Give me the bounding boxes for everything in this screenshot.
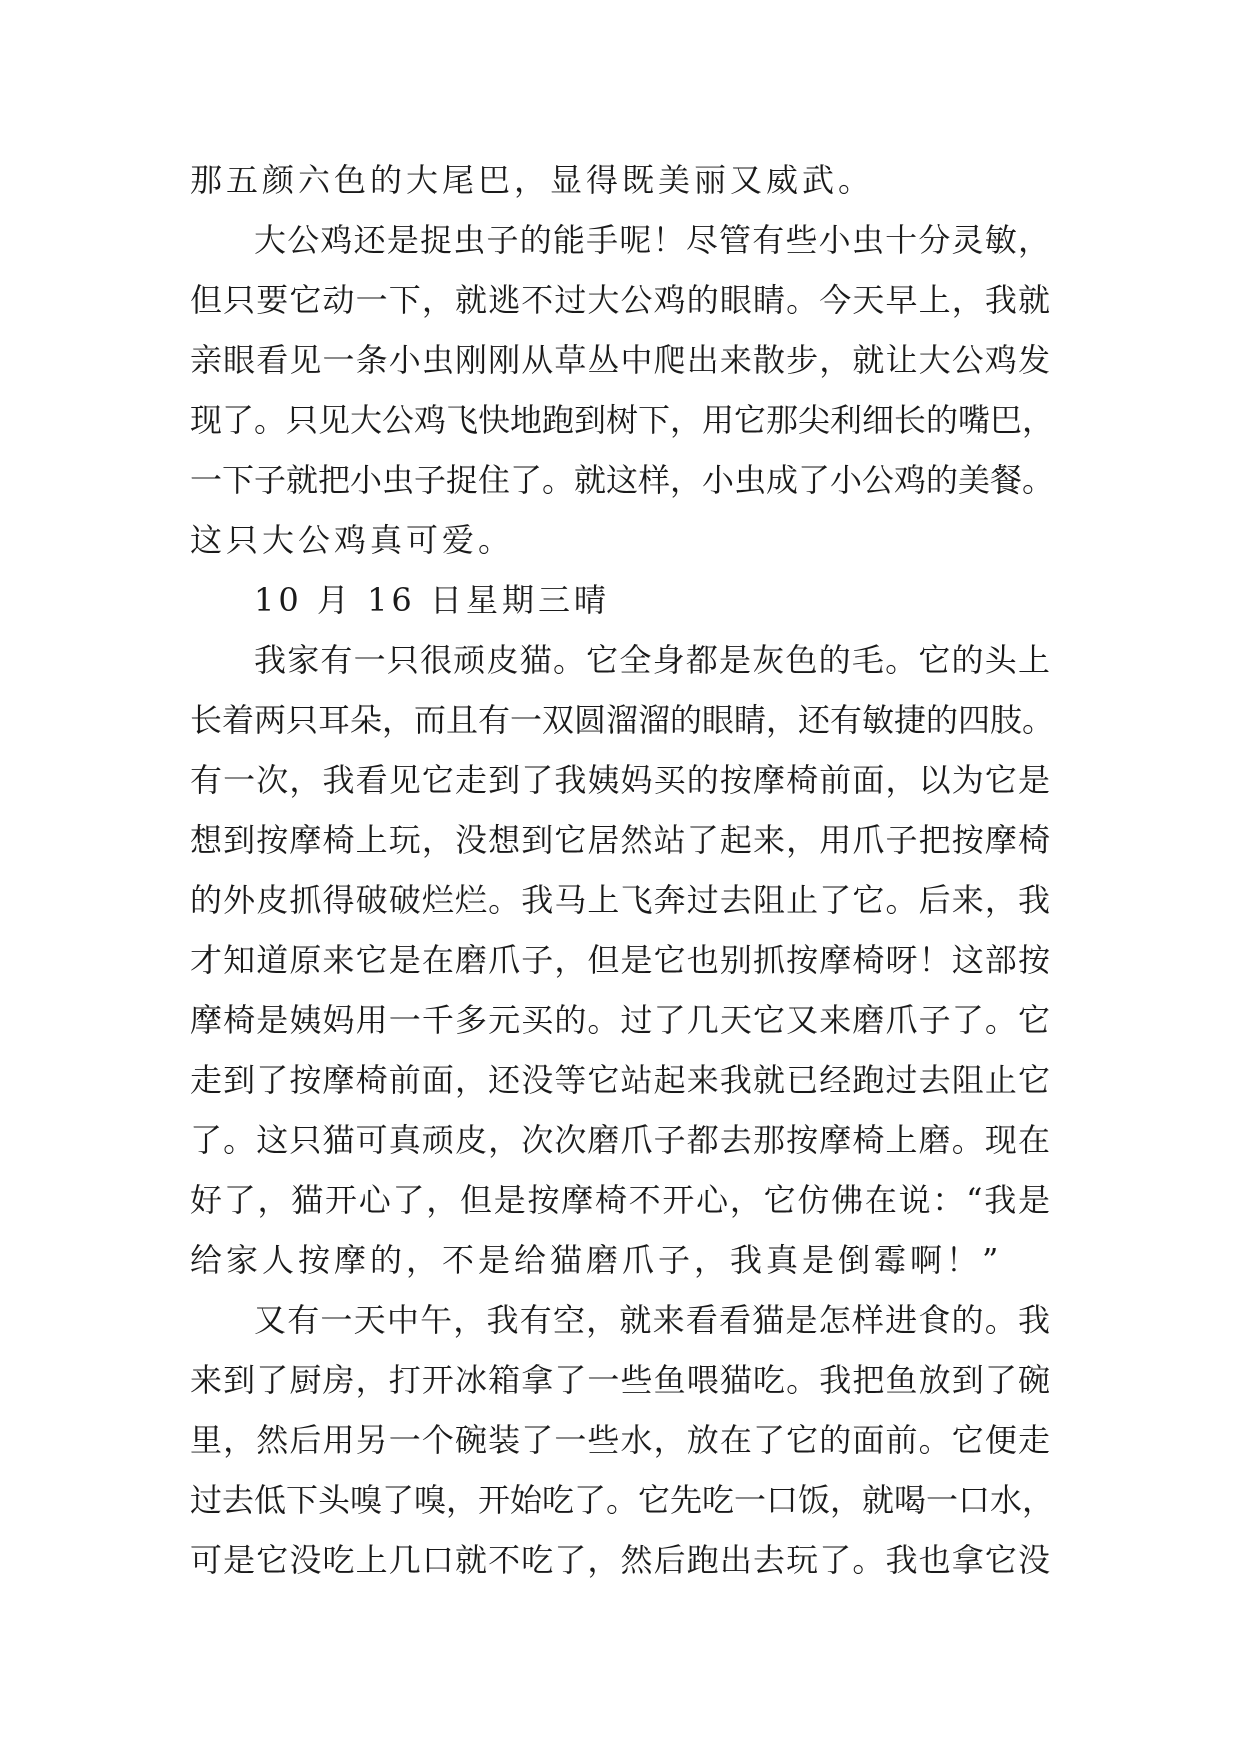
text-line <box>190 630 1050 690</box>
date-heading <box>190 570 1050 630</box>
line-text: 想到按摩椅上玩，没想到它居然站了起来，用爪子把按摩椅 <box>190 821 1050 859</box>
text-line <box>190 390 1055 450</box>
text-line <box>190 1530 1050 1590</box>
text-line <box>190 1470 1055 1530</box>
line-text: 又有一天中午，我有空，就来看看猫是怎样进食的。我 <box>254 1301 1050 1339</box>
line-text: 长着两只耳朵，而且有一双圆溜溜的眼睛，还有敏捷的四肢。 <box>190 701 1055 739</box>
line-text: 一下子就把小虫子捉住了。就这样，小虫成了小公鸡的美餐。 <box>190 461 1055 499</box>
line-text: 有一次，我看见它走到了我姨妈买的按摩椅前面，以为它是 <box>190 761 1050 799</box>
text-line <box>190 1290 1050 1350</box>
line-text: 的外皮抓得破破烂烂。我马上飞奔过去阻止了它。后来，我 <box>190 881 1050 919</box>
line-text: 里，然后用另一个碗装了一些水，放在了它的面前。它便走 <box>190 1421 1050 1459</box>
text-line <box>190 330 1050 390</box>
text-line <box>190 1170 1050 1230</box>
text-line <box>190 690 1055 750</box>
line-text: 现了。只见大公鸡飞快地跑到树下，用它那尖利细长的嘴巴， <box>190 401 1055 439</box>
text-line <box>190 1410 1050 1470</box>
line-text: 可是它没吃上几口就不吃了，然后跑出去玩了。我也拿它没 <box>190 1541 1050 1579</box>
text-line <box>190 1350 1050 1410</box>
line-text: 这只大公鸡真可爱。 <box>190 521 515 559</box>
text-line <box>190 150 1050 210</box>
text-line <box>190 210 1050 270</box>
line-text: 10 月 16 日星期三晴 <box>254 581 610 619</box>
line-text: 才知道原来它是在磨爪子，但是它也别抓按摩椅呀！这部按 <box>190 941 1050 979</box>
line-text: 那五颜六色的大尾巴，显得既美丽又威武。 <box>190 161 875 199</box>
line-text: 但只要它动一下，就逃不过大公鸡的眼睛。今天早上，我就 <box>190 281 1050 319</box>
line-text: 来到了厨房，打开冰箱拿了一些鱼喂猫吃。我把鱼放到了碗 <box>190 1361 1050 1399</box>
line-text: 过去低下头嗅了嗅，开始吃了。它先吃一口饭，就喝一口水， <box>190 1481 1055 1519</box>
text-line <box>190 870 1050 930</box>
text-line <box>190 270 1050 330</box>
text-line <box>190 510 1050 570</box>
text-line <box>190 1110 1050 1170</box>
line-text: 我家有一只很顽皮猫。它全身都是灰色的毛。它的头上 <box>254 641 1050 679</box>
text-line <box>190 450 1055 510</box>
text-line <box>190 1050 1050 1110</box>
line-text: 大公鸡还是捉虫子的能手呢！尽管有些小虫十分灵敏， <box>254 221 1050 259</box>
text-line <box>190 990 1050 1050</box>
text-line <box>190 810 1050 870</box>
line-text: 亲眼看见一条小虫刚刚从草丛中爬出来散步，就让大公鸡发 <box>190 341 1050 379</box>
text-line <box>190 1230 1050 1290</box>
line-text: 走到了按摩椅前面，还没等它站起来我就已经跑过去阻止它 <box>190 1061 1050 1099</box>
text-line <box>190 930 1050 990</box>
line-text: 给家人按摩的，不是给猫磨爪子，我真是倒霉啊！” <box>190 1241 1003 1279</box>
line-text: 了。这只猫可真顽皮，次次磨爪子都去那按摩椅上磨。现在 <box>190 1121 1050 1159</box>
text-line <box>190 750 1050 810</box>
line-text: 好了，猫开心了，但是按摩椅不开心，它仿佛在说：“我是 <box>190 1181 1050 1219</box>
line-text: 摩椅是姨妈用一千多元买的。过了几天它又来磨爪子了。它 <box>190 1001 1050 1039</box>
body-text <box>190 150 1055 1590</box>
